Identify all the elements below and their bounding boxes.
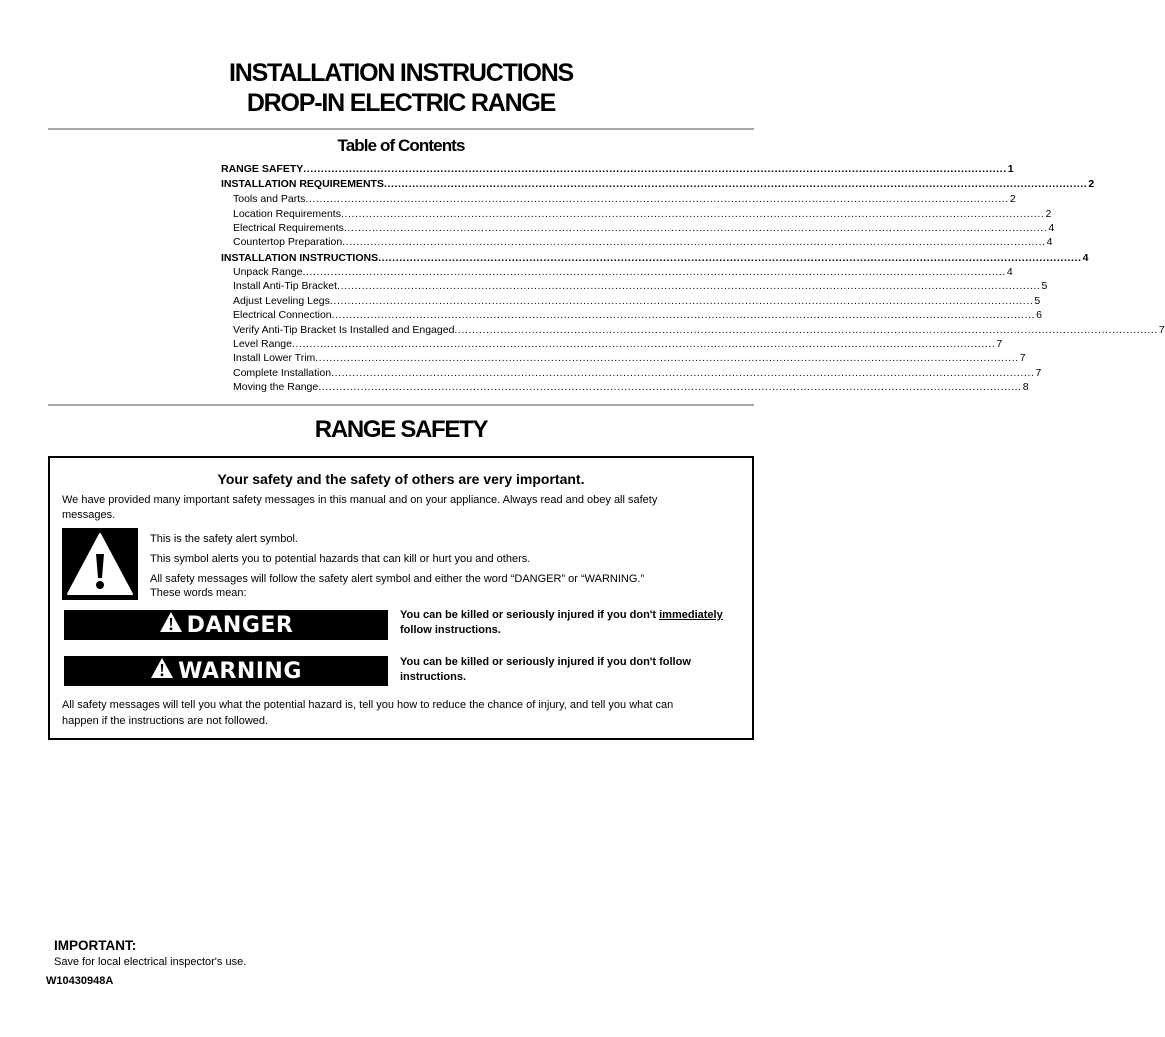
danger-text-b: follow instructions. [400,624,501,636]
toc-entry [233,265,1013,279]
toc-entry [233,366,1042,380]
toc-leader-dots: ........................................................................................................................................................................................................ [315,352,1019,364]
symbol-text-line2: This symbol alerts you to potential hazards that can kill or hurt you and others. [150,553,531,565]
toc-leader-dots: ........................................................................................................................................................................................................ [318,381,1022,393]
toc-entry-label: Level Range [233,338,292,350]
top-divider [48,128,754,130]
danger-label: DANGER [186,612,294,638]
closing-line2: happen if the instructions are not followed. [62,715,269,727]
toc-leader-dots: ........................................................................................................................................................................................................ [342,236,1046,248]
toc-leader-dots: ........................................................................................................................................................................................................ [343,222,1048,234]
symbol-text-line1: This is the safety alert symbol. [150,533,298,545]
toc-entry-label: Complete Installation [233,367,332,379]
toc-entry [233,308,1042,322]
toc-entry-page: 5 [1034,295,1041,307]
toc-entry-label: Unpack Range [233,266,303,278]
danger-description [400,608,748,638]
toc-entry-page: 4 [1048,222,1055,234]
toc-leader-dots: ........................................................................................................................................................................................................ [303,163,1007,175]
toc-entry-page: 4 [1082,252,1089,264]
toc-entry-page: 7 [996,338,1003,350]
toc-entry-label: RANGE SAFETY [221,163,304,175]
danger-text-emphasis: immediately [659,609,723,621]
toc-entry [221,177,1095,191]
toc-entry-page: 4 [1046,236,1053,248]
safety-alert-symbol-icon [62,528,138,600]
toc-leader-dots: ........................................................................................................................................................................................................ [302,266,1006,278]
toc-entry-label: Electrical Requirements [233,222,344,234]
important-label: IMPORTANT: [54,938,137,953]
toc-entry-label: INSTALLATION INSTRUCTIONS [221,252,379,264]
symbol-text-line4: These words mean: [150,587,247,599]
toc-entry-label: Tools and Parts [233,193,306,205]
safety-heading: Your safety and the safety of others are very important. [217,471,585,487]
toc-entry-label: Electrical Connection [233,309,332,321]
toc-leader-dots: ........................................................................................................................................................................................................ [305,193,1009,205]
important-note: Save for local electrical inspector's use. [54,956,247,968]
warning-triangle-icon [62,528,138,600]
toc-entry-page: 2 [1009,193,1016,205]
toc-entry [233,351,1026,365]
toc-entry [221,162,1014,176]
section-title-range-safety: RANGE SAFETY [314,416,488,443]
toc-entry-label: INSTALLATION REQUIREMENTS [221,178,384,190]
toc-entry-label: Install Lower Trim [233,352,316,364]
safety-box [48,456,754,740]
document-title-line2: DROP-IN ELECTRIC RANGE [246,89,556,117]
toc-entry-label: Countertop Preparation [233,236,343,248]
toc-entry [233,380,1029,394]
symbol-text-line3: All safety messages will follow the safety alert symbol and either the word “DANGER” or “WARNING.” [150,573,645,585]
toc-entry-page: 4 [1006,266,1013,278]
toc-leader-dots: ........................................................................................................................................................................................................ [383,178,1088,190]
warning-text-a: You can be killed or seriously injured if you don't follow [400,656,691,668]
toc-entry-page: 8 [1022,381,1029,393]
toc-entry [233,337,1003,351]
toc-entry-page: 6 [1036,309,1042,321]
toc-entry-page: 7 [1035,367,1042,379]
middle-divider [48,404,754,406]
toc-leader-dots: ........................................................................................................................................................................................................ [340,208,1045,220]
toc-entry [233,294,1041,308]
safety-intro-line2: messages. [62,509,116,521]
toc-entry-page: 1 [1007,163,1014,175]
closing-line1: All safety messages will tell you what the potential hazard is, tell you how to reduce the chance of injury, and tell you what can [62,699,674,711]
toc-leader-dots: ........................................................................................................................................................................................................ [337,280,1041,292]
toc-entry-label: Install Anti-Tip Bracket [233,280,338,292]
part-number: W10430948A [46,975,114,987]
toc-entry [233,323,1165,337]
toc-entry-page: 2 [1045,208,1052,220]
toc-entry [233,221,1055,235]
warning-description [400,655,748,685]
warning-label: WARNING [178,658,302,684]
safety-intro-line1: We have provided many important safety messages in this manual and on your appliance. Always read and obey all safety [62,494,658,506]
warning-text-b: instructions. [400,671,467,683]
toc-entry-label: Verify Anti-Tip Bracket Is Installed and Engaged [233,324,455,336]
toc-leader-dots: ........................................................................................................................................................................................................ [378,252,1082,264]
toc-title: Table of Contents [337,136,465,155]
toc-entry [233,207,1052,221]
toc-entry [233,235,1053,249]
danger-banner [64,610,388,640]
toc-entry-page: 2 [1088,178,1095,190]
toc-leader-dots: ........................................................................................................................................................................................................ [291,338,996,350]
warning-banner [64,656,388,686]
toc-entry-page: 5 [1041,280,1048,292]
toc-entry [221,251,1089,265]
toc-entry [233,192,1016,206]
toc-entry-label: Location Requirements [233,208,341,220]
toc-leader-dots: ........................................................................................................................................................................................................ [329,295,1034,307]
toc-entry-label: Moving the Range [233,381,319,393]
toc-entry-page: 7 [1158,324,1165,336]
toc-leader-dots: ........................................................................................................................................................................................................ [331,367,1035,379]
document-title-line1: INSTALLATION INSTRUCTIONS [228,59,574,87]
danger-text-a: You can be killed or seriously injured if you don't [400,609,660,621]
toc-entry-page: 7 [1019,352,1026,364]
warning-alert-icon [150,657,174,685]
toc-entry [233,279,1048,293]
danger-alert-icon [159,611,183,639]
toc-entry-label: Adjust Leveling Legs [233,295,330,307]
toc-leader-dots: ........................................................................................................................................................................................................ [454,324,1158,336]
toc-leader-dots: ........................................................................................................................................................................................................ [331,309,1036,321]
